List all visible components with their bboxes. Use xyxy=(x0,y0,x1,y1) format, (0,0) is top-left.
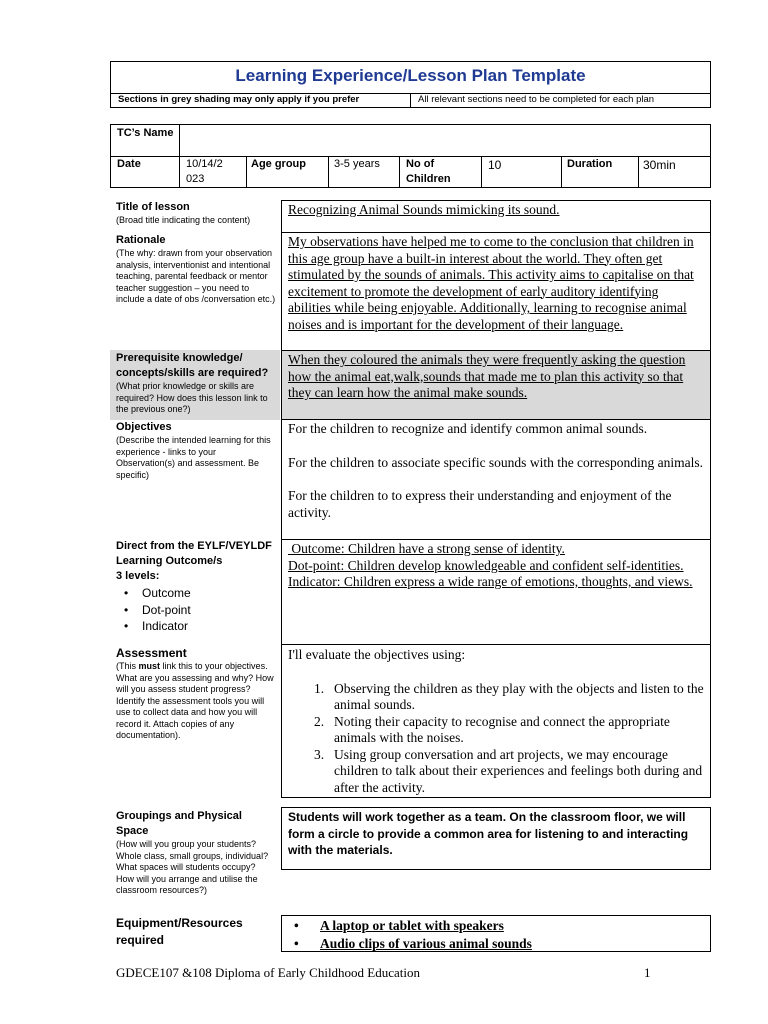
label-title-lesson xyxy=(116,200,276,227)
eylf-label-line3: 3 levels: xyxy=(116,570,160,582)
rationale-content: My observations have helped me to come to the conclusion that children in this age group have a built-in interest about the world. They often get stimulated by the sounds of animals. This activity aims to capitalise on that excitement to promote the development of early auditory identifying abilities while being enjoyable. Additionally, learning to recognise animal noises and is important for the development of their language. xyxy=(288,234,694,332)
title-lesson-hint: (Broad title indicating the content) xyxy=(116,215,251,225)
info-table xyxy=(110,124,711,188)
header-mid-divider xyxy=(410,93,411,107)
age-group-label: Age group xyxy=(251,158,306,170)
list-item-number: 1. xyxy=(314,680,325,696)
label-equipment xyxy=(116,915,276,949)
assessment-hint-bold: must xyxy=(138,661,161,671)
eylf-dotpoint: Dot-point: Children develop knowledgeable and confident self-identities. xyxy=(288,557,684,573)
content-box-title xyxy=(281,200,711,233)
completion-note: All relevant sections need to be completed for each plan xyxy=(418,94,655,105)
objectives-label: Objectives xyxy=(116,421,172,433)
assessment-label: Assessment xyxy=(116,646,187,660)
assessment-hint xyxy=(116,661,276,742)
label-eylf xyxy=(116,539,276,635)
list-item-number: 3. xyxy=(314,746,325,762)
date-value-line2: 023 xyxy=(186,173,205,185)
objectives-content xyxy=(288,421,704,521)
children-count-label xyxy=(406,157,451,187)
footer-page-number: 1 xyxy=(644,965,651,980)
groupings-hint: (How will you group your students? Whole class, small groups, individual? What spaces will students occupy? How will you arrange and utilise the classroom resources?) xyxy=(116,839,269,895)
objective-item: For the children to to express their understanding and enjoyment of the activity. xyxy=(288,488,672,520)
duration-value: 30min xyxy=(643,158,676,172)
info-col-divider xyxy=(561,156,562,187)
info-col-divider xyxy=(481,156,482,187)
document-title: Learning Experience/Lesson Plan Template xyxy=(235,66,586,85)
assessment-hint-post: link this to your objectives. What are you assessing and why? How will you assess student progress? Identify the assessment tools you will use to collect data and how you will record it. Attach copies of any documentation). xyxy=(116,661,274,740)
list-item: • A laptop or tablet with speakers xyxy=(282,917,532,935)
eylf-levels-list xyxy=(116,585,276,635)
list-item: • Audio clips of various animal sounds xyxy=(282,935,532,953)
children-count-value: 10 xyxy=(488,158,502,172)
info-col-divider xyxy=(399,156,400,187)
list-item-number: 2. xyxy=(314,713,325,729)
content-box-objectives xyxy=(281,419,711,540)
eylf-indicator: Indicator: Children express a wide range of emotions, thoughts, and views. xyxy=(288,574,693,589)
eylf-outcome: Outcome: Children have a strong sense of identity. xyxy=(288,541,565,556)
label-assessment xyxy=(116,645,276,742)
prerequisite-hint: (What prior knowledge or skills are required? How does this lesson link to the previous one?) xyxy=(116,381,268,414)
objective-item: For the children to associate specific sounds with the corresponding animals. xyxy=(288,454,704,470)
assessment-list xyxy=(288,681,704,797)
rationale-hint: (The why: drawn from your observation analysis, interventionist and intentional teaching, parental feedback or mentor teacher suggestion – you need to include a date of obs /conversation etc.) xyxy=(116,248,276,304)
info-col-divider xyxy=(638,156,639,187)
content-box-groupings xyxy=(281,807,711,870)
equipment-list xyxy=(282,917,532,952)
footer-course: GDECE107 &108 Diploma of Early Childhood Education xyxy=(116,965,421,980)
list-item xyxy=(308,681,704,714)
groupings-label-line1: Groupings and Physical xyxy=(116,810,242,822)
list-item-text: Using group conversation and art projects, we may encourage children to talk about their experiences and feelings both during and after the activity. xyxy=(334,746,703,795)
list-item xyxy=(308,714,704,747)
equipment-label-line1: Equipment/Resources xyxy=(116,916,243,930)
assessment-intro: I'll evaluate the objectives using: xyxy=(288,647,466,662)
date-value-line1: 10/14/2 xyxy=(186,158,223,170)
children-label-line1: No of xyxy=(406,158,435,170)
prerequisite-content: When they coloured the animals they were frequently asking the question how the animal eat,walk,sounds that made me to plan this activity so that they can learn how the animal make sounds. xyxy=(288,352,686,400)
content-box-equipment xyxy=(281,915,711,952)
info-col-divider xyxy=(246,156,247,187)
rationale-label: Rationale xyxy=(116,234,166,246)
list-item: • Dot-point xyxy=(116,602,276,619)
list-item-text: Observing the children as they play with the objects and listen to the animal sounds. xyxy=(334,680,704,712)
duration-label: Duration xyxy=(567,158,613,170)
content-box-prerequisite xyxy=(281,350,711,420)
age-group-value: 3-5 years xyxy=(334,158,380,170)
lesson-title-content: Recognizing Animal Sounds mimicking its sound. xyxy=(288,202,560,217)
eylf-label-line2: Learning Outcome/s xyxy=(116,555,223,567)
content-box-eylf xyxy=(281,539,711,645)
objectives-hint: (Describe the intended learning for this experience - links to your Observation(s) and assessment. Be specific) xyxy=(116,435,271,480)
list-item xyxy=(308,747,704,797)
date-label: Date xyxy=(117,158,141,170)
tc-name-label: TC’s Name xyxy=(117,127,174,139)
info-col-divider xyxy=(328,156,329,187)
date-value xyxy=(186,157,223,187)
label-prerequisite xyxy=(110,350,280,420)
groupings-content: Students will work together as a team. On the classroom floor, we will form a circle to provide a common area for listening to and interacting with the materials. xyxy=(288,810,689,857)
assessment-hint-pre: (This xyxy=(116,661,139,671)
eylf-content xyxy=(288,541,698,591)
assessment-content xyxy=(288,647,704,796)
info-col-divider xyxy=(179,125,180,187)
equipment-label-line2: required xyxy=(116,933,165,947)
objective-item: For the children to recognize and identify common animal sounds. xyxy=(288,421,648,436)
list-item: • Indicator xyxy=(116,618,276,635)
children-label-line2: Children xyxy=(406,173,451,185)
shading-note: Sections in grey shading may only apply if you prefer xyxy=(118,94,360,105)
title-lesson-label: Title of lesson xyxy=(116,201,190,213)
list-item: • Outcome xyxy=(116,585,276,602)
template-header xyxy=(110,61,711,108)
label-rationale xyxy=(116,233,276,306)
eylf-label-line1: Direct from the EYLF/VEYLDF xyxy=(116,540,272,552)
label-objectives xyxy=(116,420,274,481)
label-groupings xyxy=(116,809,276,897)
list-item-text: Noting their capacity to recognise and connect the appropriate animals with the noises. xyxy=(334,713,670,745)
prerequisite-label: Prerequisite knowledge/ concepts/skills are required? xyxy=(116,352,269,379)
content-box-rationale xyxy=(281,232,711,351)
groupings-label-line2: Space xyxy=(116,825,149,837)
content-box-assessment xyxy=(281,644,711,798)
